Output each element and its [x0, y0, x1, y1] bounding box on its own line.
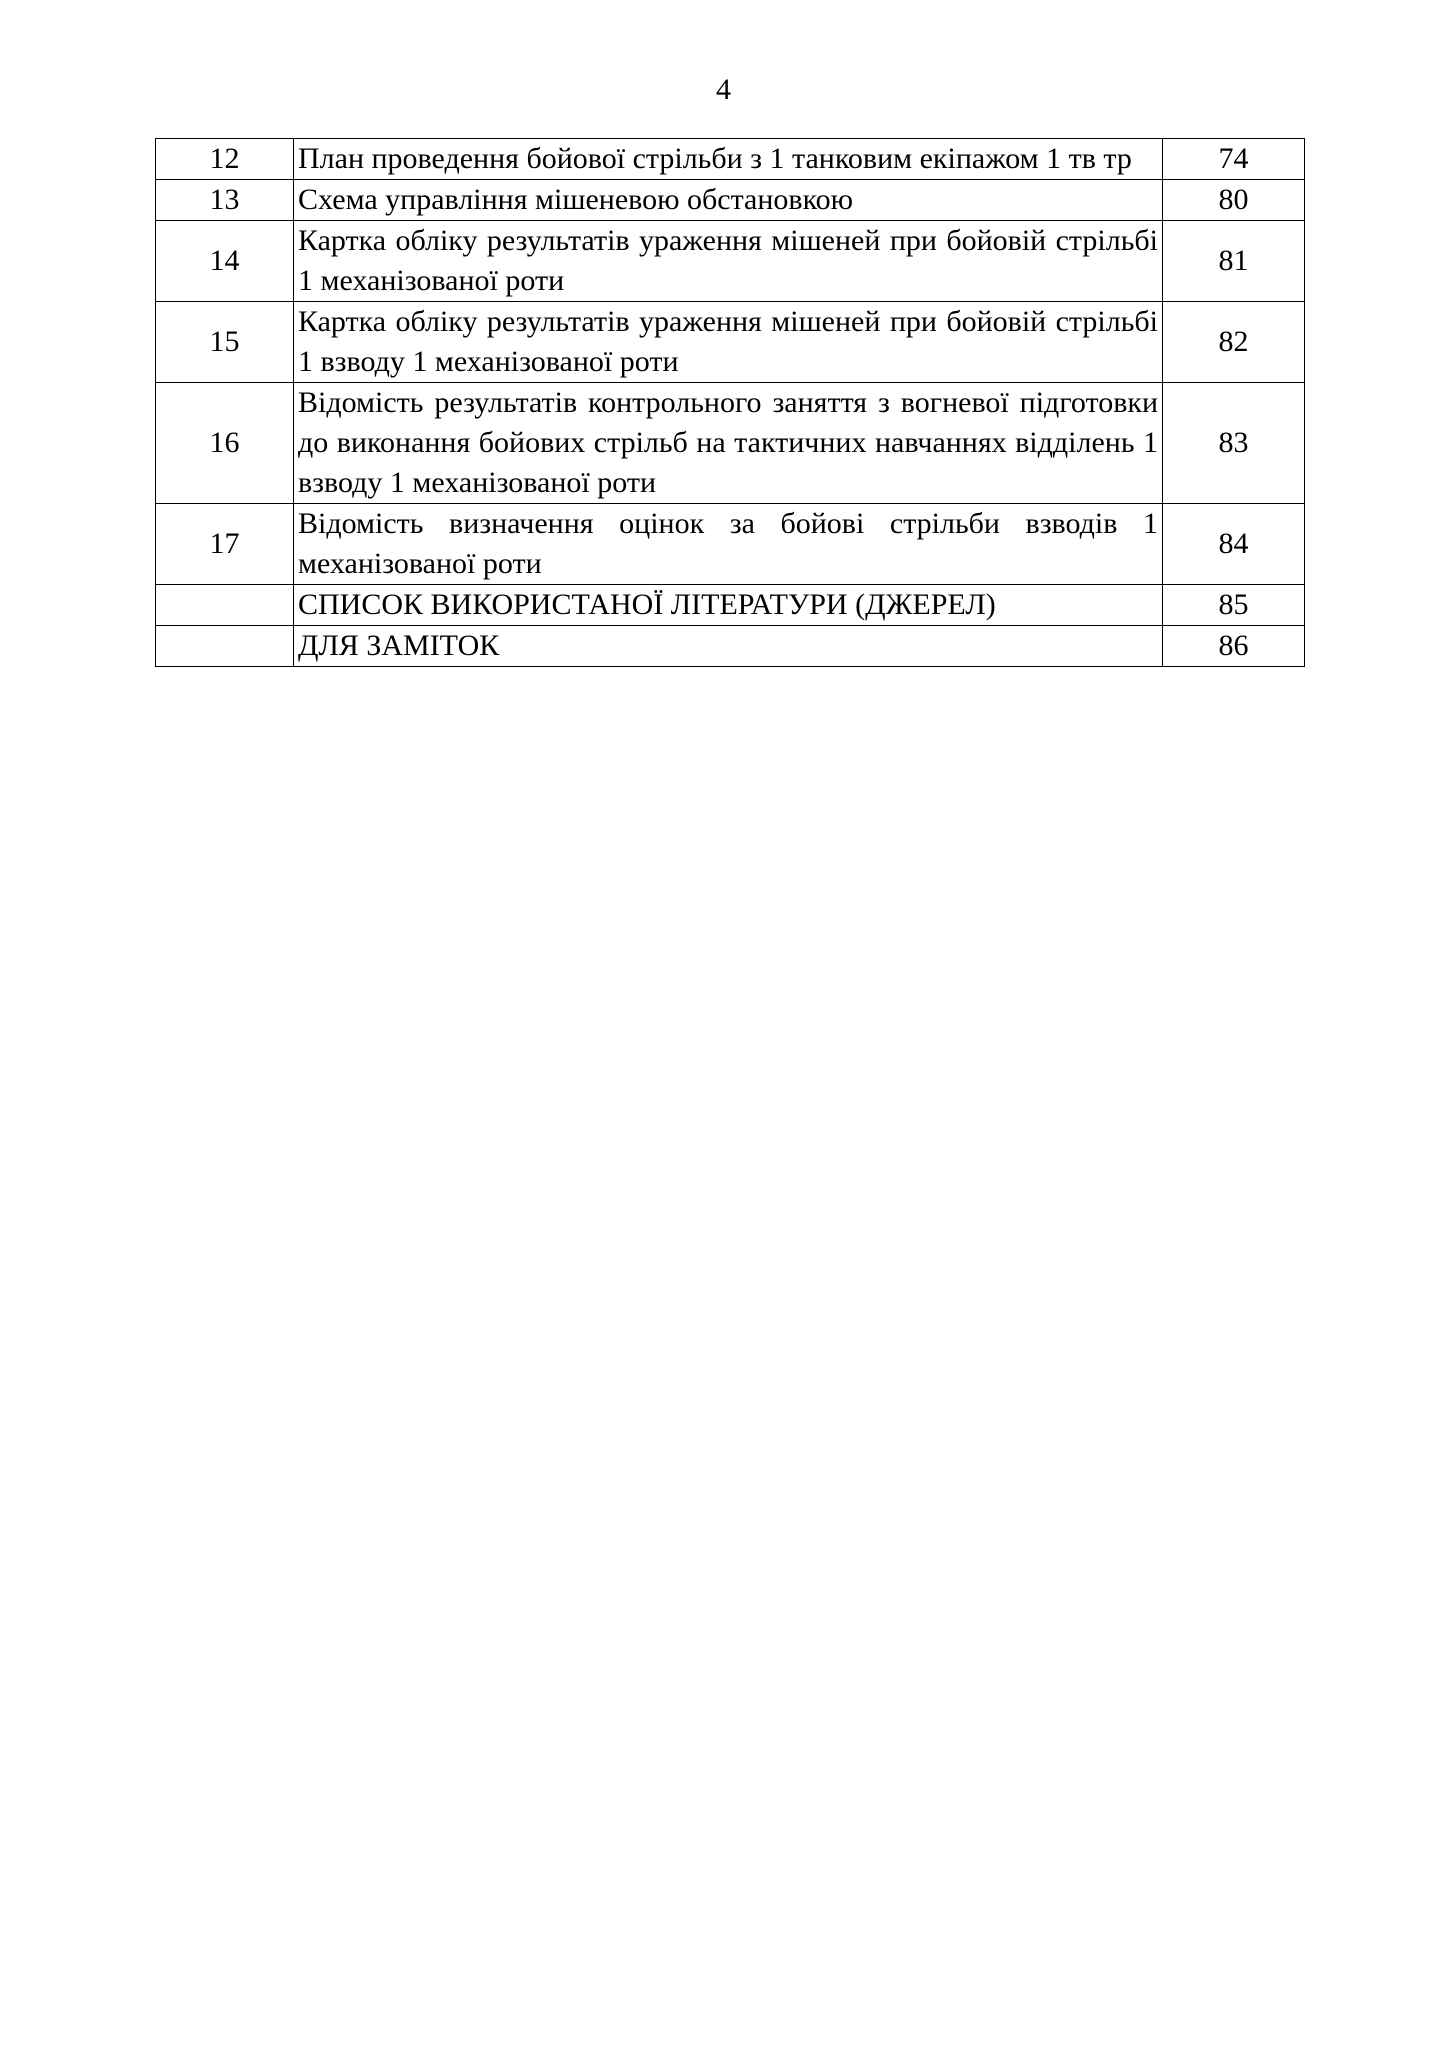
toc-item-number: 17 [156, 504, 294, 585]
toc-item-number: 15 [156, 302, 294, 383]
toc-row [156, 302, 1305, 383]
toc-item-page: 82 [1163, 302, 1305, 383]
toc-item-title: СПИСОК ВИКОРИСТАНОЇ ЛІТЕРАТУРИ (ДЖЕРЕЛ) [294, 585, 1163, 626]
toc-item-number: 16 [156, 383, 294, 504]
toc-item-page: 74 [1163, 139, 1305, 180]
toc-item-title: План проведення бойової стрільби з 1 танковим екіпажом 1 тв тр [294, 139, 1163, 180]
toc-item-number [156, 585, 294, 626]
toc-item-number: 13 [156, 180, 294, 221]
toc-row [156, 383, 1305, 504]
toc-item-page: 85 [1163, 585, 1305, 626]
toc-item-title: ДЛЯ ЗАМІТОК [294, 626, 1163, 667]
toc-row [156, 504, 1305, 585]
toc-item-title: Картка обліку результатів ураження мішеней при бойовій стрільбі 1 взводу 1 механізованої роти [294, 302, 1163, 383]
toc-item-page: 80 [1163, 180, 1305, 221]
toc-row [156, 221, 1305, 302]
toc-row [156, 585, 1305, 626]
toc-row [156, 139, 1305, 180]
toc-item-number [156, 626, 294, 667]
page-number: 4 [716, 73, 731, 106]
toc-row [156, 626, 1305, 667]
toc-item-page: 83 [1163, 383, 1305, 504]
toc-item-number: 12 [156, 139, 294, 180]
toc-item-title: Картка обліку результатів ураження мішеней при бойовій стрільбі 1 механізованої роти [294, 221, 1163, 302]
toc-item-page: 81 [1163, 221, 1305, 302]
toc-item-title: Відомість визначення оцінок за бойові стрільби взводів 1 механізованої роти [294, 504, 1163, 585]
toc-item-page: 86 [1163, 626, 1305, 667]
toc-item-number: 14 [156, 221, 294, 302]
toc-item-page: 84 [1163, 504, 1305, 585]
toc-item-title: Відомість результатів контрольного заняття з вогневої підготовки до виконання бойових стрільб на тактичних навчаннях відділень 1 взводу 1 механізованої роти [294, 383, 1163, 504]
toc-item-title: Схема управління мішеневою обстановкою [294, 180, 1163, 221]
toc-row [156, 180, 1305, 221]
table-of-contents [155, 138, 1305, 667]
